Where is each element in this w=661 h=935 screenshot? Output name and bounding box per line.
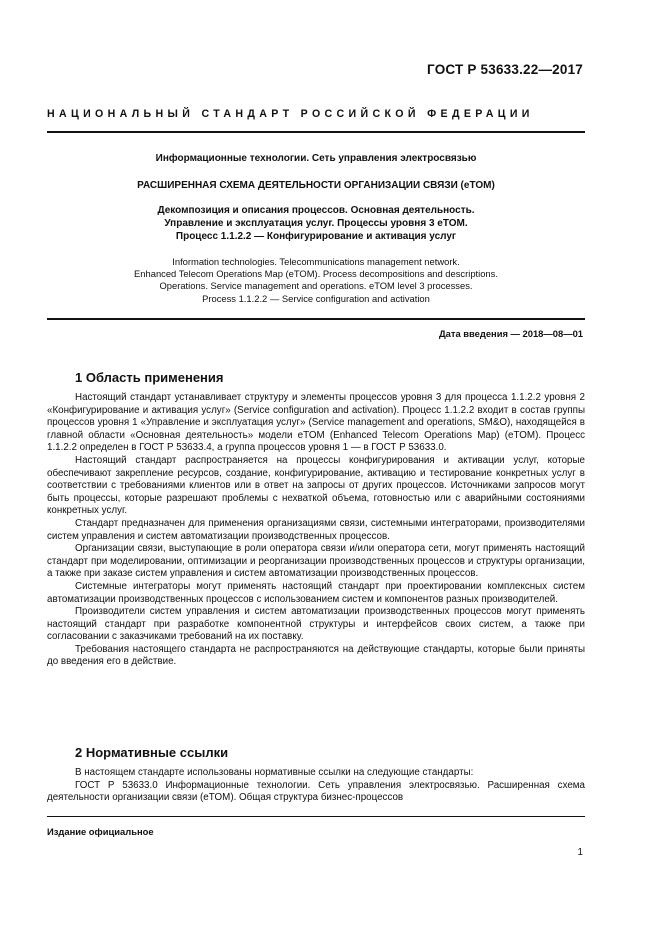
section-2-heading: 2 Нормативные ссылки (75, 745, 229, 760)
header-divider (47, 131, 585, 133)
english-title-line: Information technologies. Telecommunications management network. (172, 256, 460, 267)
subtitle-line: Декомпозиция и описания процессов. Основная деятельность. (157, 205, 475, 216)
paragraph: Организации связи, выступающие в роли оператора связи и/или оператора сети, могут применять настоящий стандарт при моделировании, оптимизации и реорганизации производственных процессов и структуры организации, а также при заказе систем управления и систем автоматизации производственных процессов. (47, 543, 585, 580)
edition-label: Издание официальное (47, 826, 154, 837)
section-2-body (47, 767, 585, 805)
subtitle-line: Управление и эксплуатация услуг. Процессы уровня 3 eTOM. (164, 218, 468, 229)
paragraph: Требования настоящего стандарта не распространяются на действующие стандарты, которые были приняты до введения его в действие. (47, 643, 585, 668)
english-title-line: Process 1.1.2.2 — Service configuration and activation (202, 292, 430, 304)
gost-code: ГОСТ Р 53633.22—2017 (427, 62, 583, 77)
title-subtitle (47, 204, 585, 243)
paragraph: Настоящий стандарт устанавливает структуру и элементы процессов уровня 3 для процесса 1.1.2.2 уровня 2 «Конфигурирование и активация услуг» (Service configuration and activation). Процесс 1.1.2.2 входит в состав группы процессов уровня 1 «Управление и эксплуатация услуг» (Service management and operations, SM&O), находящейся в главной области «Основная деятельность» модели eTOM (Enhanced Telecom Operations Map) (eTOM). Процесс 1.1.2.2 определен в ГОСТ Р 53633.4, а группа процессов уровня 1 — в ГОСТ Р 53633.0. (47, 392, 585, 454)
paragraph: ГОСТ Р 53633.0 Информационные технологии. Сеть управления электросвязью. Расширенная схема деятельности организации связи (eTOM). Общая структура бизнес-процессов (47, 779, 585, 804)
title-main: РАСШИРЕННАЯ СХЕМА ДЕЯТЕЛЬНОСТИ ОРГАНИЗАЦИИ СВЯЗИ (eTOM) (137, 180, 495, 191)
english-title-line: Enhanced Telecom Operations Map (eTOM). Process decompositions and descriptions. (134, 268, 498, 280)
english-title-line: Operations. Service management and operations. eTOM level 3 processes. (159, 280, 473, 292)
paragraph: В настоящем стандарте использованы нормативные ссылки на следующие стандарты: (75, 767, 474, 778)
section-1-body (47, 392, 585, 669)
national-standard-title: НАЦИОНАЛЬНЫЙ СТАНДАРТ РОССИЙСКОЙ ФЕДЕРАЦИИ (47, 108, 534, 120)
page-number: 1 (577, 847, 583, 858)
section-1-heading: 1 Область применения (75, 370, 224, 385)
paragraph: Производители систем управления и систем автоматизации производственных процессов могут применять настоящий стандарт при разработке компонентной структуры и интерфейсов своих систем, а также при согласовании с заказчиками требований на их поставку. (47, 606, 585, 643)
paragraph: Системные интеграторы могут применять настоящий стандарт при проектировании комплексных систем автоматизации производственных процессов с использованием систем и компонентов разных производителей. (47, 580, 585, 605)
paragraph: Настоящий стандарт распространяется на процессы конфигурирования и активации услуг, которые обеспечивают закрепление ресурсов, создание, конфигурирование, активацию и тестирование конкретных услуг в соответствии с требованиями клиентов или в ответ на запросы от других процессов. Источниками запросов могут быть процессы, которые разрешают проблемы с нехваткой объема, готовностью или с аварийными состояниями конкретных услуг. (47, 454, 585, 517)
subtitle-line: Процесс 1.1.2.2 — Конфигурирование и активация услуг (175, 231, 457, 242)
effective-date: Дата введения — 2018—08—01 (438, 328, 583, 339)
paragraph: Стандарт предназначен для применения организациями связи, системными интеграторами, производителями систем управления и систем автоматизации производственных процессов. (47, 517, 585, 542)
title-divider (47, 318, 585, 320)
title-series: Информационные технологии. Сеть управления электросвязью (155, 153, 477, 164)
english-title (47, 256, 585, 305)
footer-divider (47, 816, 585, 817)
